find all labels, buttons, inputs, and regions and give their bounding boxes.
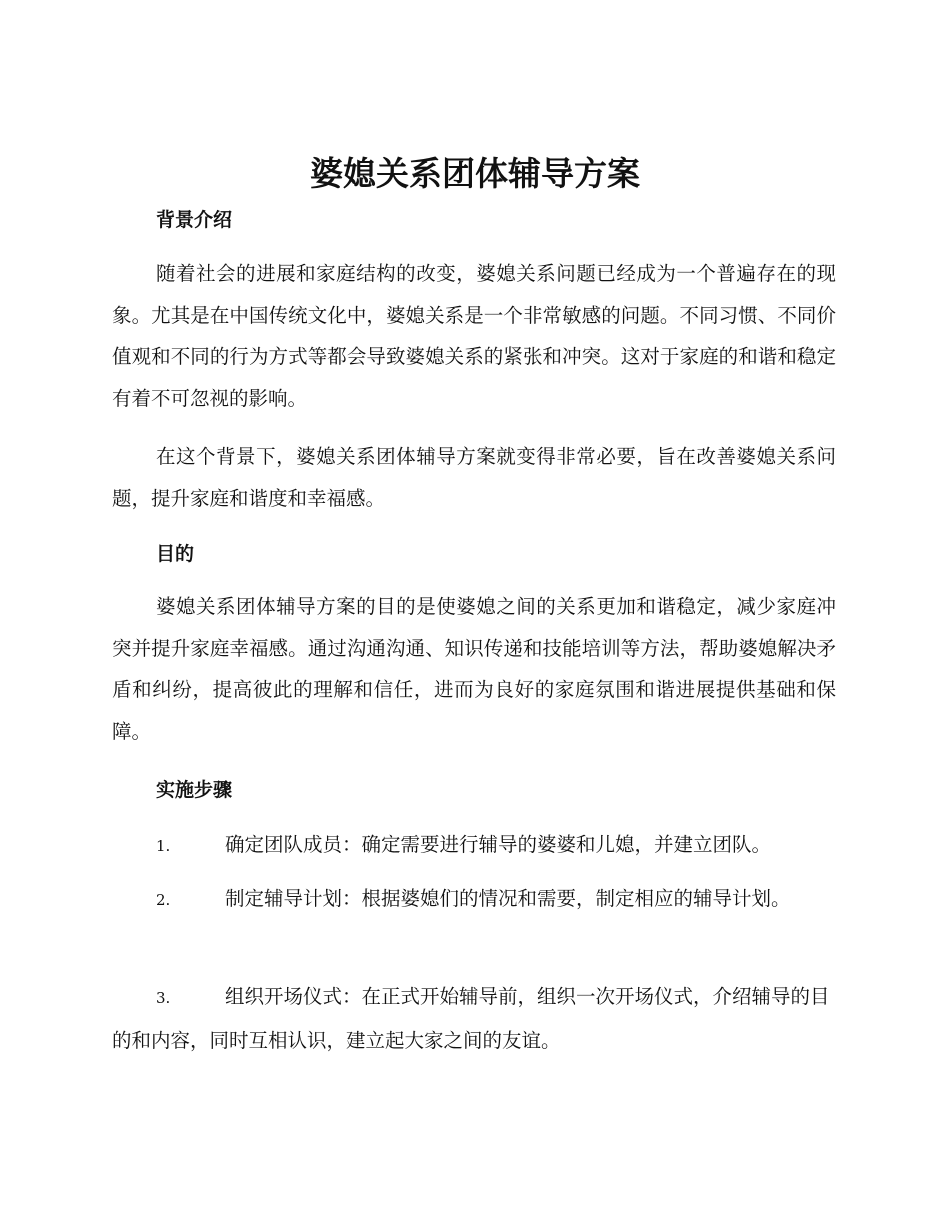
section-heading-background: 背景介绍 (156, 209, 233, 231)
document-title: 婆媳关系团体辅导方案 (310, 154, 640, 193)
section-heading-steps: 实施步骤 (156, 779, 233, 801)
step-text: 组织开场仪式：在正式开始辅导前，组织一次开场仪式，介绍辅导的目的和内容，同时互相认识，建立起大家之间的友谊。 (112, 985, 830, 1052)
step-item-1 (112, 824, 836, 868)
step-text: 制定辅导计划：根据婆媳们的情况和需要，制定相应的辅导计划。 (225, 887, 791, 910)
step-item-2 (112, 878, 836, 922)
step-number: 1. (156, 837, 171, 855)
background-paragraph-1: 随着社会的进展和家庭结构的改变，婆媳关系问题已经成为一个普遍存在的现象。尤其是在中国传统文化中，婆媳关系是一个非常敏感的问题。不同习惯、不同价值观和不同的行为方式等都会导致婆媳关系的紧张和冲突。这对于家庭的和谐和稳定有着不可忽视的影响。 (112, 262, 836, 410)
step-number: 3. (156, 989, 171, 1007)
section-heading-purpose: 目的 (156, 543, 195, 565)
purpose-paragraph: 婆媳关系团体辅导方案的目的是使婆媳之间的关系更加和谐稳定，减少家庭冲突并提升家庭幸福感。通过沟通沟通、知识传递和技能培训等方法，帮助婆媳解决矛盾和纠纷，提高彼此的理解和信任，进而为良好的家庭氛围和谐进展提供基础和保障。 (112, 595, 836, 743)
background-paragraph-2: 在这个背景下，婆媳关系团体辅导方案就变得非常必要，旨在改善婆媳关系问题，提升家庭和谐度和幸福感。 (112, 445, 836, 510)
step-number: 2. (156, 891, 171, 909)
step-item-3 (112, 976, 836, 1061)
step-text: 确定团队成员：确定需要进行辅导的婆婆和儿媳，并建立团队。 (225, 833, 772, 856)
